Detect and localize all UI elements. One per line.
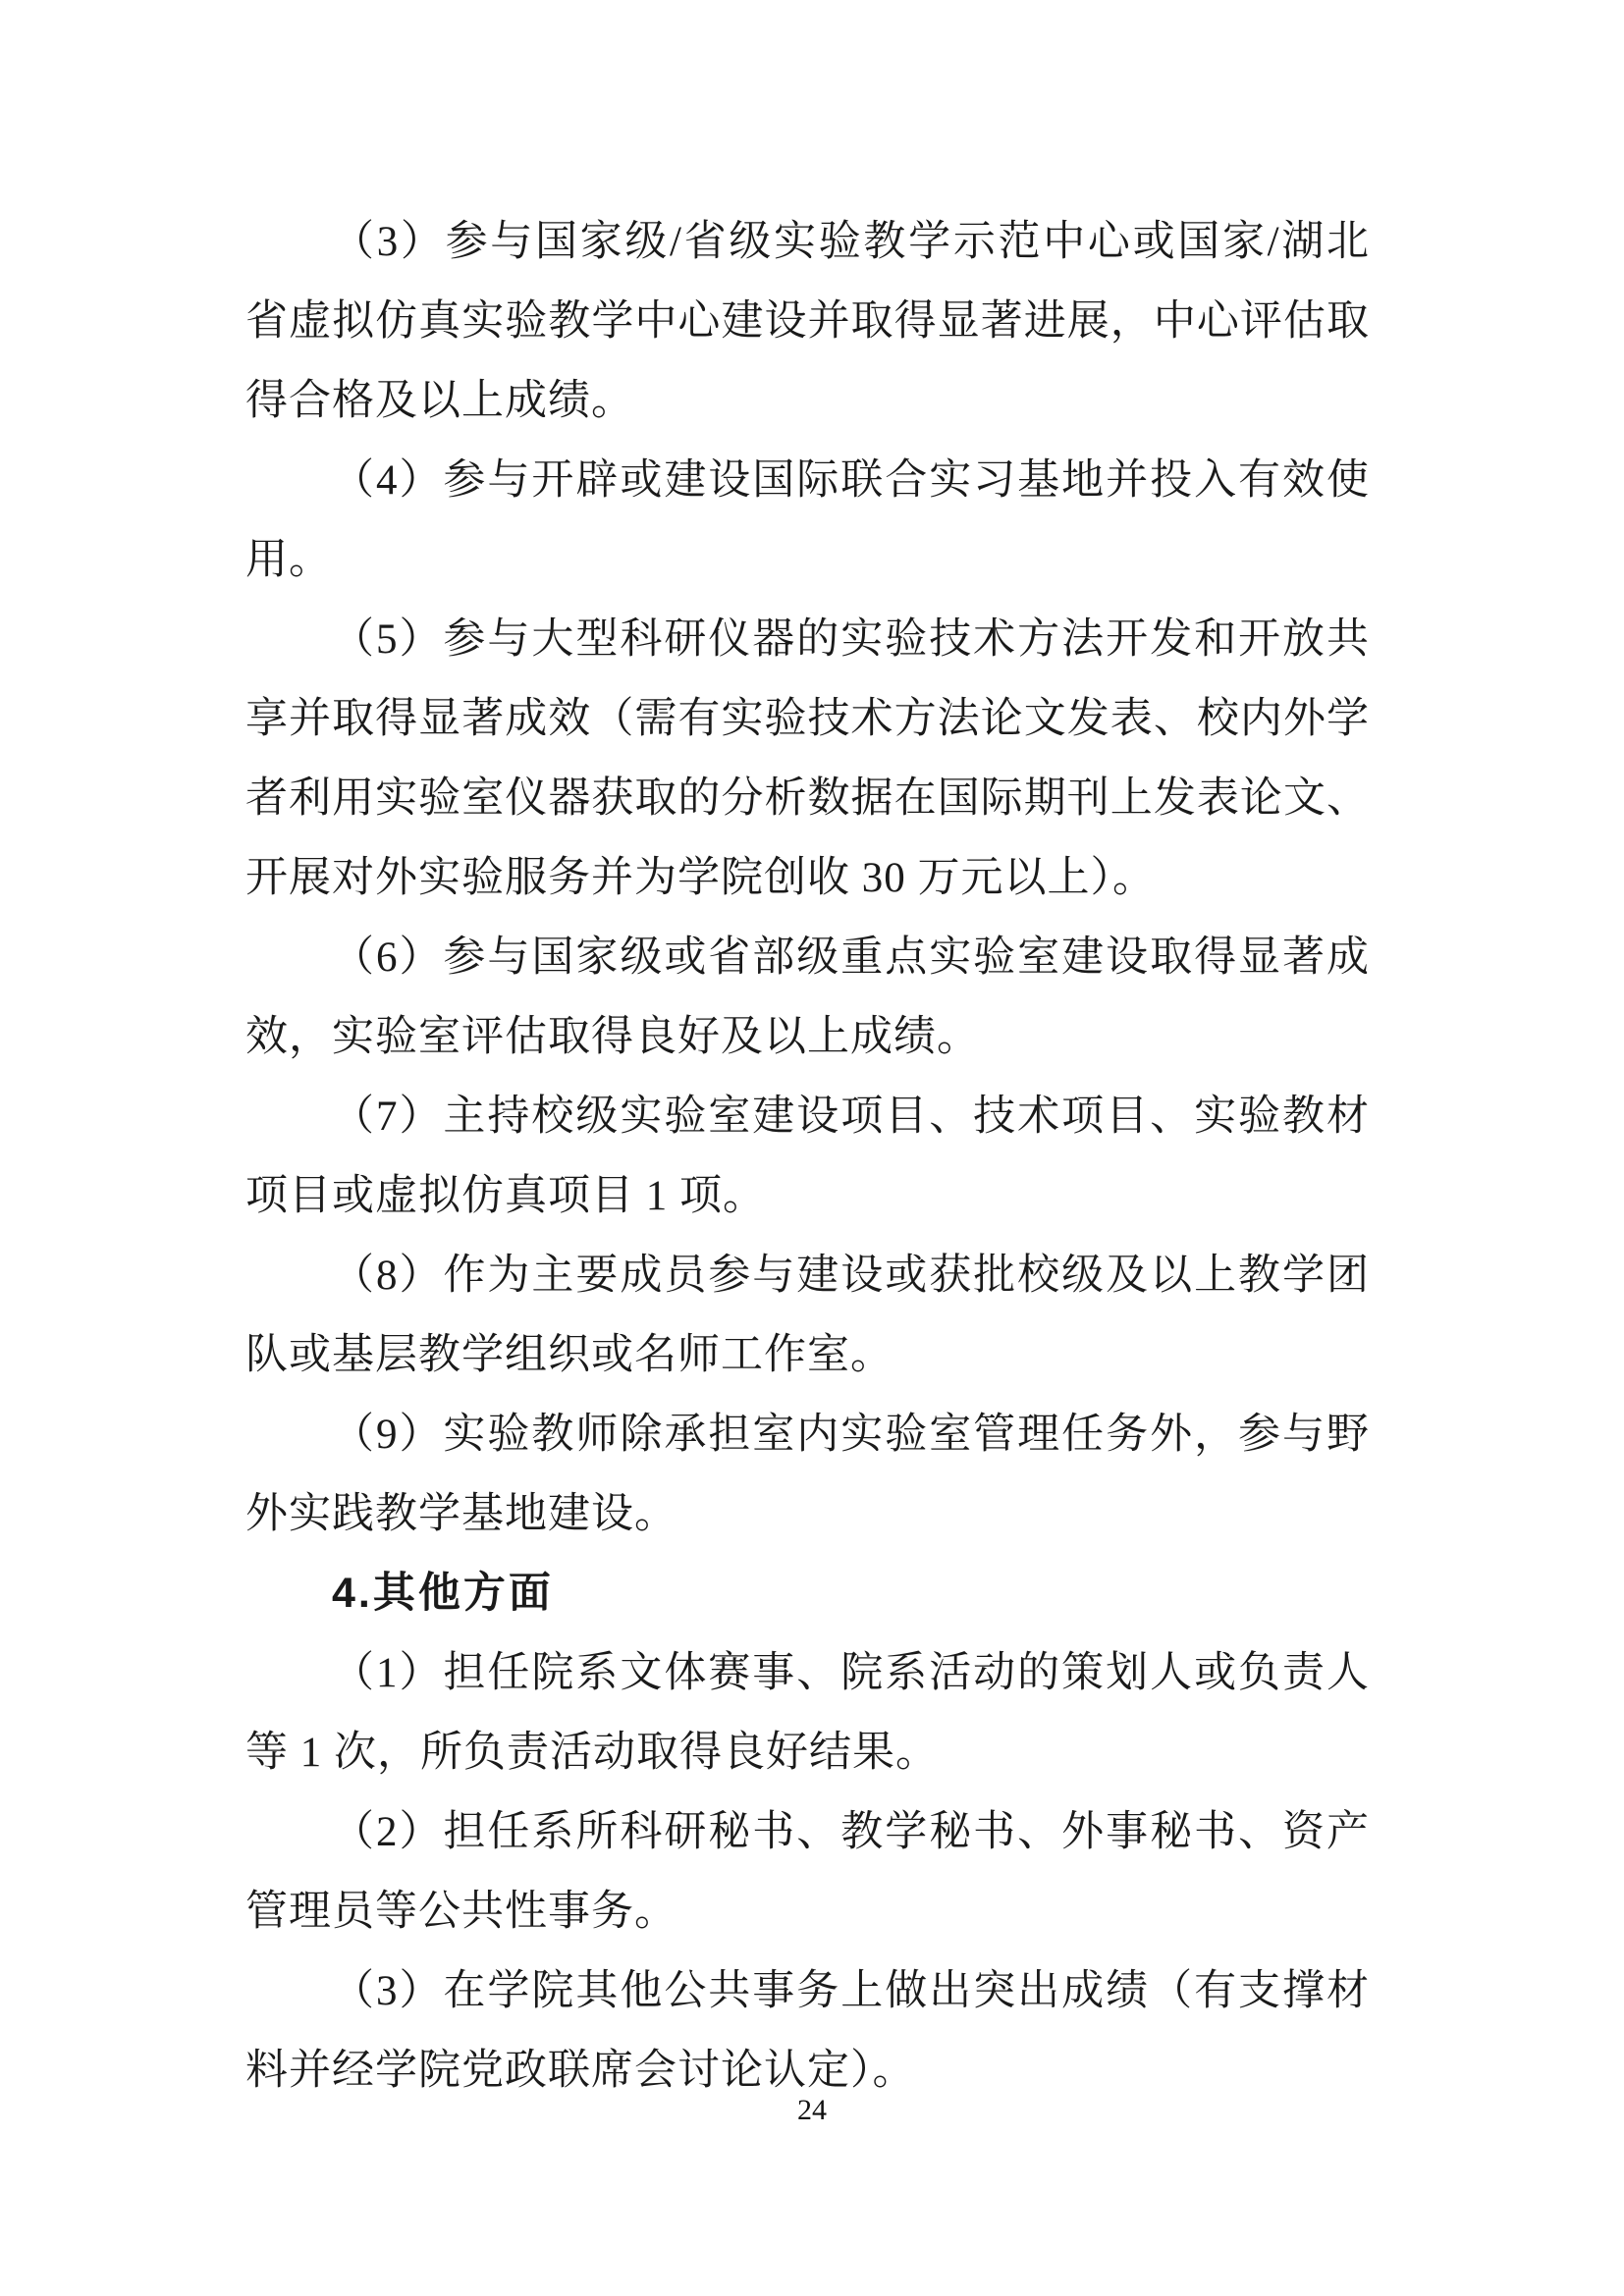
- page-number: 24: [797, 2094, 827, 2126]
- text-line: 效，实验室评估取得良好及以上成绩。: [245, 1014, 980, 1060]
- text-line: 得合格及以上成绩。: [245, 378, 634, 424]
- text-line: （4）参与开辟或建设国际联合实习基地并投入有效使: [332, 457, 1370, 504]
- text-line: （9）实验教师除承担室内实验室管理任务外，参与野: [332, 1412, 1370, 1458]
- text-line: 等 1 次，所负责活动取得良好结果。: [245, 1730, 939, 1776]
- text-line: 用。: [245, 537, 332, 583]
- text-line: （5）参与大型科研仪器的实验技术方法开发和开放共: [332, 616, 1370, 663]
- text-line: 开展对外实验服务并为学院创收 30 万元以上）。: [245, 855, 1156, 901]
- text-line: （2）担任系所科研秘书、教学秘书、外事秘书、资产: [332, 1809, 1370, 1855]
- page-footer: [0, 2091, 1624, 2130]
- document-body: [245, 202, 1370, 2110]
- text-line: 者利用实验室仪器获取的分析数据在国际期刊上发表论文、: [245, 775, 1370, 822]
- text-line: 项目或虚拟仿真项目 1 项。: [245, 1173, 766, 1219]
- text-line: 享并取得显著成效（需有实验技术方法论文发表、校内外学: [245, 696, 1370, 742]
- text-line: 外实践教学基地建设。: [245, 1491, 677, 1537]
- text-line: 料并经学院党政联席会讨论认定）。: [245, 2048, 916, 2094]
- text-line: 管理员等公共性事务。: [245, 1889, 677, 1935]
- text-line: （3）在学院其他公共事务上做出突出成绩（有支撑材: [332, 1968, 1370, 2014]
- text-line: （3）参与国家级/省级实验教学示范中心或国家/湖北: [332, 219, 1370, 265]
- text-line: 队或基层教学组织或名师工作室。: [245, 1332, 893, 1378]
- text-line: （7）主持校级实验室建设项目、技术项目、实验教材: [332, 1094, 1370, 1140]
- section-heading: 4.其他方面: [332, 1570, 554, 1617]
- text-line: （6）参与国家级或省部级重点实验室建设取得显著成: [332, 934, 1370, 981]
- text-line: 省虚拟仿真实验教学中心建设并取得显著进展，中心评估取: [245, 298, 1370, 345]
- text-line: （1）担任院系文体赛事、院系活动的策划人或负责人: [332, 1650, 1370, 1696]
- text-line: （8）作为主要成员参与建设或获批校级及以上教学团: [332, 1253, 1370, 1299]
